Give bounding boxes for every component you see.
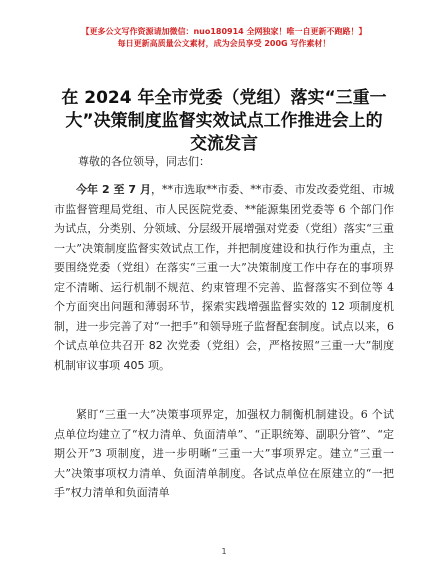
paragraph-1-lead: 今年 2 至 7 月 [76,183,152,196]
paragraph-1-text-d: 项。 [144,358,170,372]
promo-banner [0,26,448,50]
greeting: 尊敬的各位领导，同志们： [78,155,210,168]
paragraph-1-text-b: 项制度机制，进一步完善了对“一把手”和领导班子监督配套制度。试点以来，6 个试点单位共召开 [54,300,394,352]
promo-line-2: 每日更新高质量公文素材，成为会员享受 200G 写作素材！ [117,39,331,48]
paragraph-1 [54,180,394,375]
paragraph-1-text-c: 次党委（党组）会，严格按照“三重一大”制度机制审议事项 [54,339,395,372]
paragraph-1-num-1: 12 [330,300,345,313]
page-number: 1 [221,547,227,556]
promo-line-1: 【更多公文写作资源请加微信：nuo180914 全网独家！唯一自更新不跑路！】 [81,27,367,36]
paragraph-1-num-2: 82 [148,339,163,352]
paragraph-1-text-a: ，**市选取**市委、**市委、市发改委党组、市城市监督管理局党组、市人民医院党委、**能源集团党委等 6 个部门作为试点，分类别、分领域、分层级开展增强对党委（党组）落实“三重一大”决策制度监督实效试点工作，并把制度建设和执行作为重点，主要围绕党委（党组）在落实“三重一大”决策制度工作中存在的事项界定不清晰、运行机制不规范、约束管理不完善、监督落实不到位等 4 个方面突出问题和薄弱环节，探索实践增强监督实效的 [54,183,394,313]
document-title: 在 2024 年全市党委（党组）落实“三重一大”决策制度监督实效试点工作推进会上的交流发言 [61,88,387,154]
paragraph-2: 紧盯“三重一大”决策事项界定，加强权力制衡机制建设。6 个试点单位均建立了“权力清单、负面清单”、“正职统筹、副职分管”、“定期公开”3 项制度，进一步明晰“三重一大”事项界定。建立“三重一大”决策事项权力清单、负面清单制度。各试点单位在原建立的“一把手”权力清单和负面清单 [54,408,394,499]
paragraph-1-num-3: 405 [123,358,145,372]
